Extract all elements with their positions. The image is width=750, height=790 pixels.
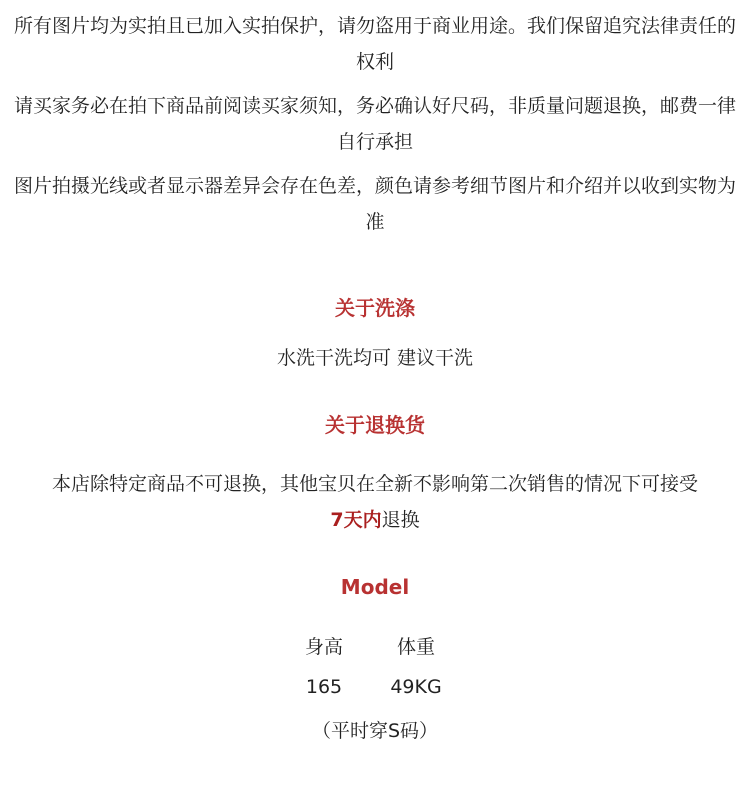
- model-size-note: （平时穿S码）: [311, 720, 439, 742]
- returns-highlight: 7天内: [330, 509, 382, 531]
- model-heading: Model: [340, 575, 410, 599]
- model-height-header: 身高: [304, 636, 343, 658]
- washing-text: 水洗干洗均可 建议干洗: [276, 347, 474, 369]
- model-weight-header: 体重: [396, 636, 435, 658]
- notice-color-difference: 图片拍摄光线或者显示器差异会存在色差，颜色请参考细节图片和介绍并以收到实物为准: [13, 175, 736, 233]
- model-weight-value: 49KG: [390, 676, 442, 698]
- model-header-row: [0, 632, 750, 672]
- returns-heading: 关于退换货: [325, 413, 425, 437]
- returns-text-after: 退换: [381, 509, 420, 531]
- returns-text: [12, 466, 738, 538]
- model-height-value: 165: [305, 676, 343, 698]
- notice-size-check: 请买家务必在拍下商品前阅读买家须知，务必确认好尺码，非质量问题退换，邮费一律自行承担: [13, 95, 736, 153]
- notice-copyright: 所有图片均为实拍且已加入实拍保护，请勿盗用于商业用途。我们保留追究法律责任的权利: [13, 15, 736, 73]
- model-table: [0, 632, 750, 712]
- returns-text-before: 本店除特定商品不可退换，其他宝贝在全新不影响第二次销售的情况下可接受: [51, 473, 698, 495]
- washing-heading: 关于洗涤: [335, 296, 415, 320]
- model-value-row: [0, 672, 750, 712]
